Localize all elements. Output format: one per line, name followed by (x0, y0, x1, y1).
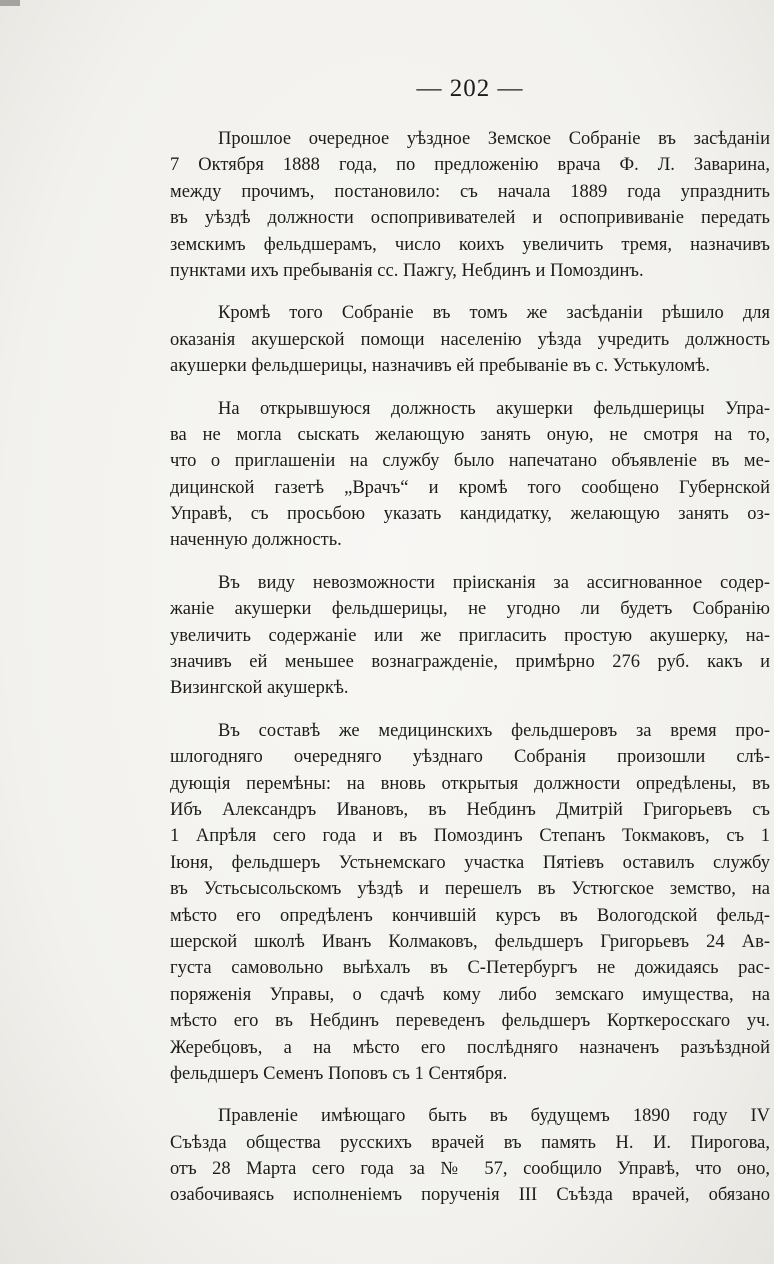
text-line: оказанія акушерской помощи населенію уѣзда учредить должность (170, 329, 770, 350)
text-line: Съѣзда общества русскихъ врачей въ память Н. И. Пирогова, (170, 1132, 770, 1153)
text-line: озабочиваясь исполненіемъ порученія III Съѣзда врачей, обязано (170, 1185, 770, 1206)
text-line: Іюня, фельдшеръ Устьнемскаго участка Пятіевъ оставилъ службу (170, 852, 770, 873)
text-line: Кромѣ того Собраніе въ томъ же засѣданіи рѣшило для (218, 303, 770, 324)
paragraph-4 (170, 570, 770, 702)
text-line: шерской школѣ Иванъ Колмаковъ, фельдшеръ Григорьевъ 24 Ав- (170, 931, 770, 952)
text-line: 7 Октября 1888 года, по предложенію врача Ф. Л. Заварина, (170, 155, 770, 176)
text-line: жаніе акушерки фельдшерицы, не угодно ли будетъ Собранію (170, 599, 770, 620)
paragraph-5 (170, 718, 770, 1087)
text-line: ва не могла сыскать желающую занять оную, не смотря на то, (170, 424, 770, 445)
paragraph-1 (170, 126, 770, 284)
text-line: акушерки фельдшерицы, назначивъ ей пребываніе въ с. Устькуломѣ. (170, 356, 711, 377)
text-line: въ уѣздѣ должности оспопрививателей и оспопрививаніе передать (170, 208, 770, 229)
text-line: отъ 28 Марта сего года за № 57, сообщило Управѣ, что оно, (170, 1159, 770, 1180)
text-line: мѣсто его въ Небдинъ переведенъ фельдшеръ Корткеросскаго уч. (170, 1011, 770, 1032)
text-line: въ Устьсысольскомъ уѣздѣ и перешелъ въ Устюгское земство, на (170, 879, 770, 900)
text-line: Визингской акушеркѣ. (170, 678, 349, 699)
text-line: дующія перемѣны: на вновь открытыя должности опредѣлены, въ (170, 773, 770, 794)
text-line: густа самовольно выѣхалъ въ С-Петербургъ не дожидаясь рас- (170, 958, 770, 979)
paragraph-2 (170, 300, 770, 379)
text-line: поряженія Управы, о сдачѣ кому либо земскаго имущества, на (170, 984, 770, 1005)
text-line: мѣсто его опредѣленъ кончившій курсъ въ Вологодской фельд- (170, 905, 770, 926)
text-line: 1 Апрѣля сего года и въ Помоздинъ Степанъ Токмаковъ, съ 1 (170, 826, 770, 847)
text-line: пунктами ихъ пребыванія сс. Пажгу, Небдинъ и Помоздинъ. (170, 260, 644, 281)
text-line: Въ виду невозможности пріисканія за ассигнованное содер- (218, 572, 770, 593)
text-line: наченную должность. (170, 530, 342, 551)
text-line: шлогодняго очередняго уѣзднаго Собранія произошли слѣ- (170, 747, 770, 768)
text-body (170, 126, 770, 1225)
text-line: На открывшуюся должность акушерки фельдшерицы Упра- (218, 398, 770, 419)
text-line: Въ составѣ же медицинскихъ фельдшеровъ за время про- (218, 720, 770, 741)
page-number: — 202 — (416, 75, 524, 102)
text-line: земскимъ фельдшерамъ, число коихъ увеличить тремя, назначивъ (170, 234, 770, 255)
corner-scan-mark (0, 0, 20, 6)
paragraph-6 (170, 1103, 770, 1209)
text-line: дицинской газетѣ „Врачъ“ и кромѣ того сообщено Губернской (170, 477, 770, 498)
text-line: увеличить содержаніе или же пригласить простую акушерку, на- (170, 625, 770, 646)
text-line: значивъ ей меньшее вознагражденіе, примѣрно 276 руб. какъ и (170, 652, 770, 673)
text-line: Ибъ Александръ Ивановъ, въ Небдинъ Дмитрій Григорьевъ съ (170, 799, 770, 820)
text-line: Правленіе имѣющаго быть въ будущемъ 1890 году IV (218, 1106, 770, 1127)
paragraph-3 (170, 396, 770, 554)
text-line: фельдшеръ Семенъ Поповъ съ 1 Сентября. (170, 1063, 508, 1084)
text-line: Прошлое очередное уѣздное Земское Собраніе въ засѣданіи (218, 129, 770, 149)
text-line: что о приглашеніи на службу было напечатано объявленіе въ ме- (170, 451, 770, 472)
text-line: Управѣ, съ просьбою указать кандидатку, желающую занять оз- (170, 504, 770, 525)
text-line: между прочимъ, постановило: съ начала 1889 года упразднить (170, 181, 770, 202)
text-line: Жеребцовъ, а на мѣсто его послѣдняго назначенъ разъѣздной (170, 1037, 770, 1058)
